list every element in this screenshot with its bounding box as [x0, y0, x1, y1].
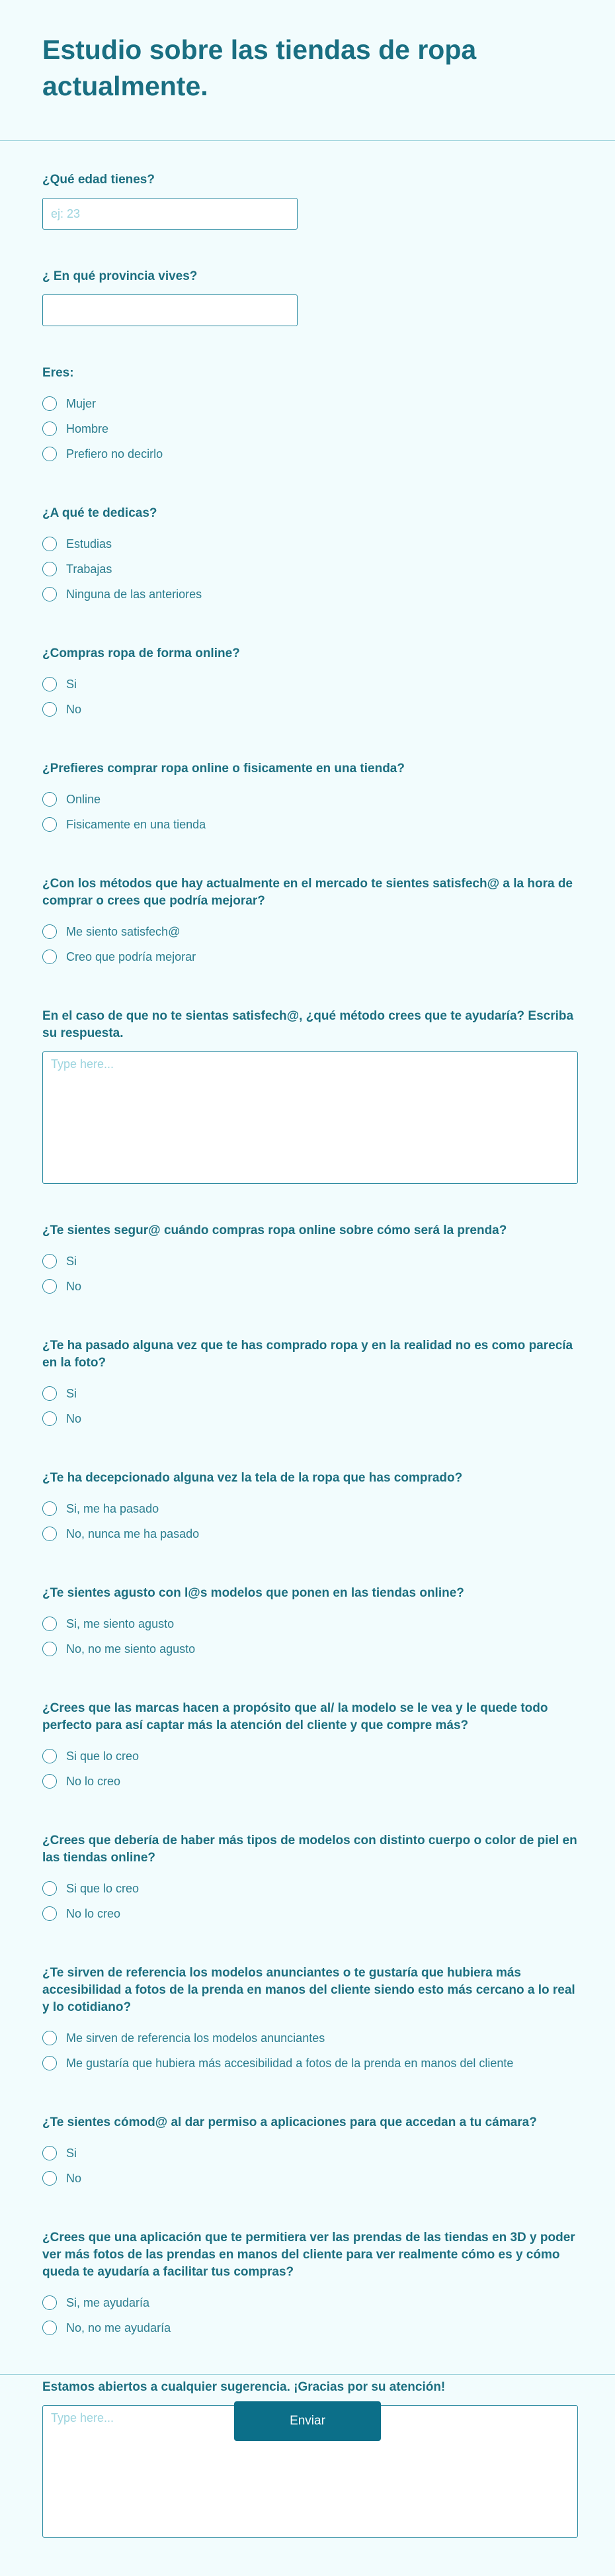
radio-option-agusto[interactable] — [42, 1611, 573, 1636]
radio-button[interactable] — [42, 817, 57, 832]
question-label: ¿A qué te dedicas? — [42, 506, 157, 520]
radio-button[interactable] — [42, 1527, 57, 1541]
radio-option-no-creo[interactable] — [42, 1769, 573, 1794]
radio-button[interactable] — [42, 447, 57, 461]
radio-option-tienda[interactable] — [42, 812, 573, 837]
option-label: No, no me siento agusto — [66, 1642, 196, 1656]
option-label: No lo creo — [66, 1774, 121, 1788]
radio-button[interactable] — [42, 1386, 57, 1401]
radio-option-no[interactable] — [42, 2166, 573, 2191]
option-label: Online — [66, 792, 101, 806]
radio-option-fotos-cliente[interactable] — [42, 2051, 573, 2076]
option-label: Me siento satisfech@ — [66, 924, 181, 938]
radio-button[interactable] — [42, 1881, 57, 1896]
radio-option-no-ayudaria[interactable] — [42, 2315, 573, 2340]
radio-option-online[interactable] — [42, 787, 573, 812]
form-footer — [0, 2374, 615, 2473]
option-label: Estudias — [66, 537, 112, 551]
radio-option-ayudaria[interactable] — [42, 2290, 573, 2315]
radio-option-nunca-pasado[interactable] — [42, 1521, 573, 1546]
radio-option-si[interactable] — [42, 672, 573, 697]
radio-button[interactable] — [42, 1774, 57, 1789]
radio-button[interactable] — [42, 587, 57, 601]
radio-button[interactable] — [42, 1411, 57, 1426]
radio-button[interactable] — [42, 2146, 57, 2160]
question-label: ¿Te sientes cómod@ al dar permiso a aplicaciones para que accedan a tu cámara? — [42, 2115, 537, 2129]
question-app — [42, 2229, 573, 2340]
option-label: Si — [66, 1254, 77, 1268]
option-label: No, no me ayudaría — [66, 2321, 171, 2334]
question-models — [42, 1585, 573, 1662]
radio-option-no-agusto[interactable] — [42, 1636, 573, 1662]
radio-option-no[interactable] — [42, 1274, 573, 1299]
form-header — [0, 0, 615, 141]
radio-option-mejorar[interactable] — [42, 944, 573, 969]
form-body — [0, 141, 615, 2538]
option-label: Si, me ayudaría — [66, 2295, 150, 2309]
question-label: ¿Prefieres comprar ropa online o fisicamente en una tienda? — [42, 762, 405, 776]
question-label: ¿Crees que las marcas hacen a propósito que al/ la modelo se le vea y le quede todo perfecto para así captar más la atención del cliente y que compre más? — [42, 1701, 548, 1732]
question-suggest-method — [42, 1008, 573, 1184]
question-label: ¿Crees que una aplicación que te permitiera ver las prendas de las tiendas en 3D y poder ver más fotos de las prendas en manos del cliente para ver realmente cómo es y cómo queda te ayudaría a facilitar tus compras? — [42, 2231, 575, 2279]
option-label: Me sirven de referencia los modelos anunciantes — [66, 2031, 325, 2045]
question-bodies — [42, 1832, 577, 1926]
question-gender — [42, 365, 573, 466]
option-label: No, nunca me ha pasado — [66, 1527, 200, 1540]
suggest-method-textarea[interactable] — [42, 1051, 578, 1184]
option-label: No — [66, 702, 82, 716]
radio-button[interactable] — [42, 2171, 57, 2186]
radio-button[interactable] — [42, 702, 57, 717]
question-brands — [42, 1700, 573, 1794]
radio-option-trabajas[interactable] — [42, 556, 573, 582]
question-online — [42, 645, 573, 722]
option-label: No lo creo — [66, 1906, 121, 1920]
question-photo — [42, 1337, 573, 1431]
radio-button[interactable] — [42, 792, 57, 807]
radio-button[interactable] — [42, 537, 57, 551]
option-label: No — [66, 1411, 82, 1425]
option-label: Fisicamente en una tienda — [66, 817, 206, 831]
question-label: Estamos abiertos a cualquier sugerencia. ¡Gracias por su atención! — [42, 2380, 446, 2394]
radio-option-hombre[interactable] — [42, 416, 573, 441]
form-title: Estudio sobre las tiendas de ropa actualmente. — [42, 34, 477, 101]
option-label: Prefiero no decirlo — [66, 447, 163, 461]
radio-option-si[interactable] — [42, 2141, 573, 2166]
question-age — [42, 171, 573, 230]
option-label: Trabajas — [66, 562, 112, 576]
option-label: Mujer — [66, 396, 97, 410]
question-prefer — [42, 760, 573, 837]
radio-option-si[interactable] — [42, 1249, 573, 1274]
option-label: Creo que podría mejorar — [66, 950, 196, 963]
question-label: ¿Qué edad tienes? — [42, 173, 155, 187]
submit-button[interactable]: Enviar — [234, 2401, 381, 2441]
radio-option-si-creo[interactable] — [42, 1744, 573, 1769]
question-label: ¿Crees que debería de haber más tipos de modelos con distinto cuerpo o color de piel en las tiendas online? — [42, 1834, 577, 1865]
radio-option-mujer[interactable] — [42, 391, 573, 416]
radio-button[interactable] — [42, 2031, 57, 2045]
question-label: ¿Te ha decepcionado alguna vez la tela de la ropa que has comprado? — [42, 1471, 463, 1485]
radio-button[interactable] — [42, 1617, 57, 1631]
radio-option-ninguna[interactable] — [42, 582, 573, 607]
option-label: Ninguna de las anteriores — [66, 587, 202, 601]
option-label: Si — [66, 1386, 77, 1400]
radio-button[interactable] — [42, 2321, 57, 2335]
radio-option-satisfecho[interactable] — [42, 919, 573, 944]
question-label: ¿Te sientes segur@ cuándo compras ropa online sobre cómo será la prenda? — [42, 1223, 507, 1237]
radio-button[interactable] — [42, 2295, 57, 2310]
radio-option-si-creo[interactable] — [42, 1876, 573, 1901]
radio-option-si-pasado[interactable] — [42, 1496, 573, 1521]
option-label: Si — [66, 677, 77, 691]
radio-button[interactable] — [42, 2056, 57, 2070]
option-label: No — [66, 1279, 82, 1293]
question-label: ¿ En qué provincia vives? — [42, 269, 198, 283]
radio-option-prefiero-no-decirlo[interactable] — [42, 441, 573, 466]
question-label: ¿Te sientes agusto con l@s modelos que ponen en las tiendas online? — [42, 1586, 464, 1600]
radio-button[interactable] — [42, 1254, 57, 1268]
radio-option-si[interactable] — [42, 1381, 573, 1406]
question-label: ¿Te ha pasado alguna vez que te has comprado ropa y en la realidad no es como parecía en la foto? — [42, 1339, 573, 1370]
option-label: Si, me ha pasado — [66, 1501, 159, 1515]
radio-button[interactable] — [42, 562, 57, 576]
radio-option-no[interactable] — [42, 697, 573, 722]
question-occupation — [42, 505, 573, 607]
question-reference — [42, 1965, 573, 2076]
question-label: ¿Con los métodos que hay actualmente en el mercado te sientes satisfech@ a la hora de comprar o crees que podría mejorar? — [42, 877, 573, 908]
radio-button[interactable] — [42, 1501, 57, 1516]
question-label: ¿Compras ropa de forma online? — [42, 646, 240, 660]
province-input[interactable] — [42, 294, 298, 326]
question-camera — [42, 2114, 573, 2191]
radio-button[interactable] — [42, 677, 57, 691]
radio-option-referencia-modelos[interactable] — [42, 2025, 573, 2051]
radio-option-no-creo[interactable] — [42, 1901, 573, 1926]
option-label: Si — [66, 2146, 77, 2160]
option-label: Me gustaría que hubiera más accesibilidad a fotos de la prenda en manos del cliente — [66, 2056, 514, 2070]
radio-button[interactable] — [42, 1279, 57, 1294]
radio-button[interactable] — [42, 1906, 57, 1921]
option-label: Si que lo creo — [66, 1881, 140, 1895]
radio-option-no[interactable] — [42, 1406, 573, 1431]
question-label: Eres: — [42, 366, 74, 380]
question-methods — [42, 875, 573, 969]
radio-button[interactable] — [42, 1749, 57, 1763]
age-input[interactable] — [42, 198, 298, 230]
option-label: Si que lo creo — [66, 1749, 140, 1763]
question-secure — [42, 1222, 573, 1299]
radio-button[interactable] — [42, 422, 57, 436]
radio-button[interactable] — [42, 1642, 57, 1656]
radio-button[interactable] — [42, 924, 57, 939]
option-label: No — [66, 2171, 82, 2185]
option-label: Si, me siento agusto — [66, 1617, 175, 1630]
radio-button[interactable] — [42, 396, 57, 411]
radio-button[interactable] — [42, 950, 57, 964]
radio-option-estudias[interactable] — [42, 531, 573, 556]
question-province — [42, 268, 573, 326]
question-fabric — [42, 1470, 573, 1546]
option-label: Hombre — [66, 422, 109, 435]
question-label: En el caso de que no te sientas satisfech@, ¿qué método crees que te ayudaría? Escriba su respuesta. — [42, 1009, 574, 1040]
question-label: ¿Te sirven de referencia los modelos anunciantes o te gustaría que hubiera más accesibilidad a fotos de la prenda en manos del cliente siendo esto más cercano a lo real y lo cotidiano? — [42, 1966, 575, 2014]
